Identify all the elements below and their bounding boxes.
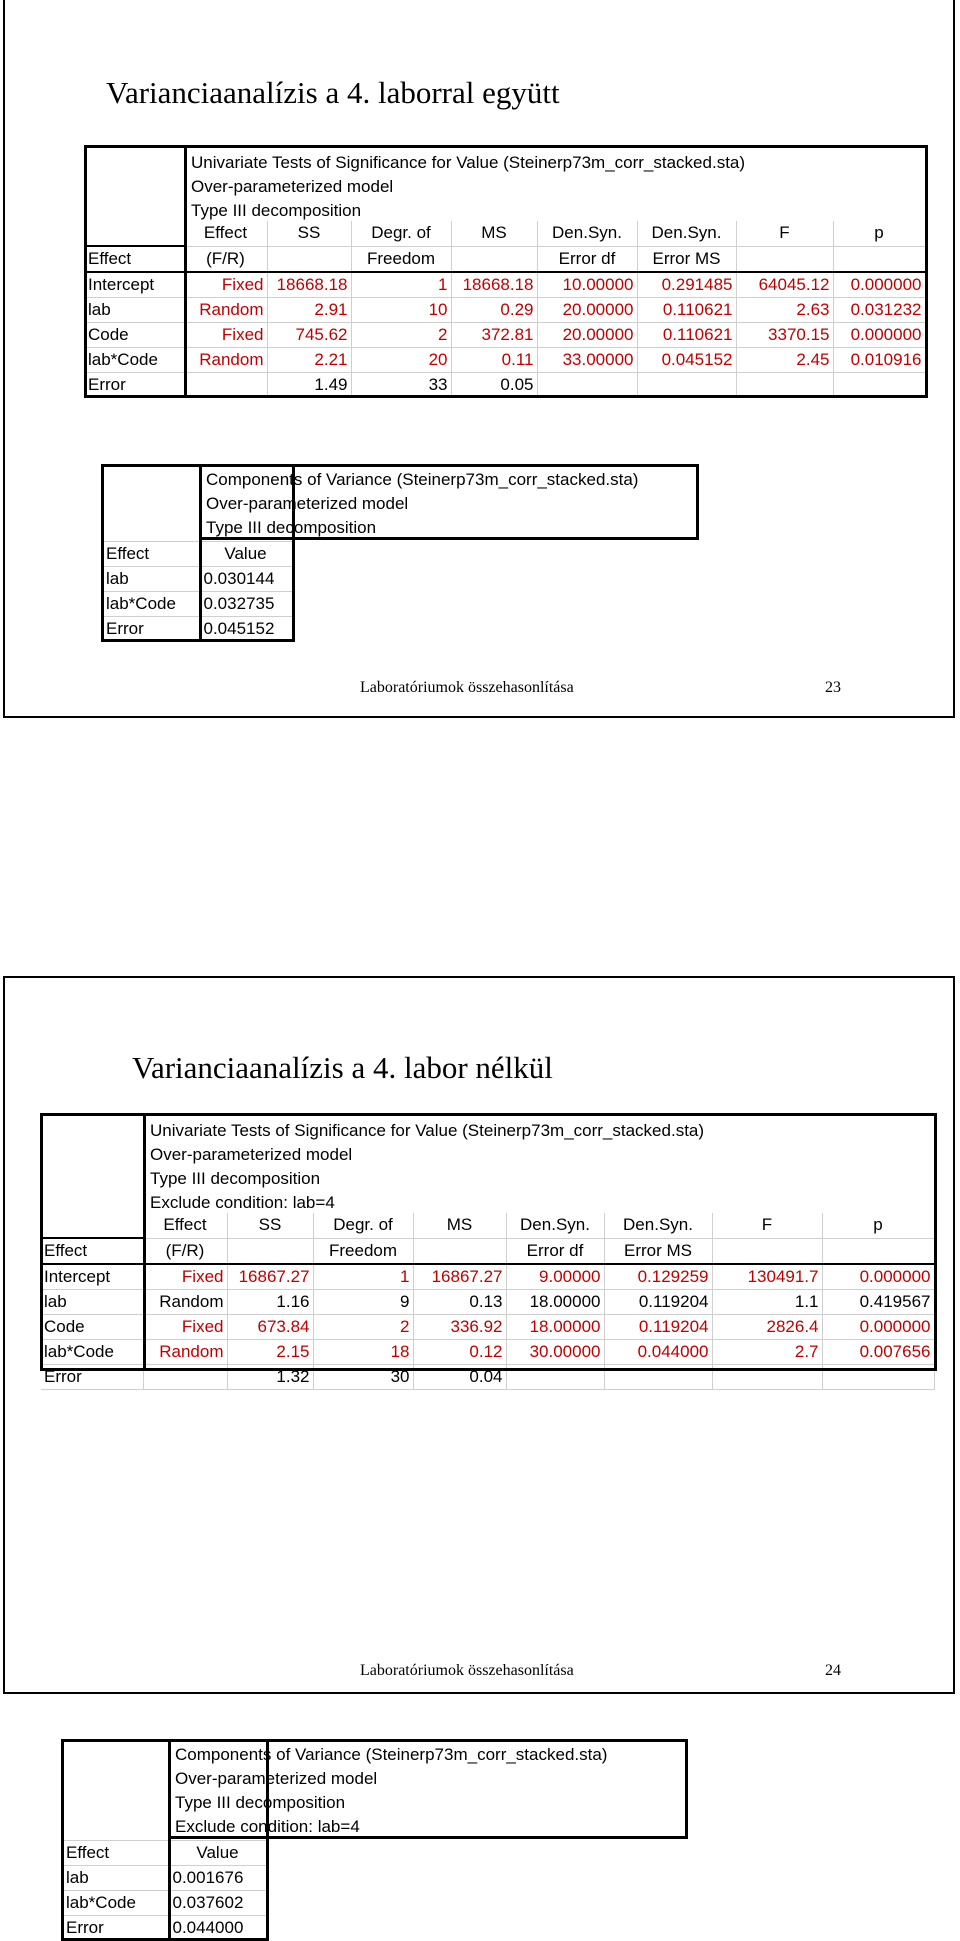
cell: 1 <box>313 1264 413 1290</box>
cell: 673.84 <box>227 1315 313 1340</box>
components-header-row <box>102 542 292 567</box>
cell: Fixed <box>143 1315 227 1340</box>
cell: 2 <box>313 1315 413 1340</box>
row-label: Error <box>85 373 184 398</box>
cell: 18.00000 <box>506 1290 604 1315</box>
cell: 0.119204 <box>604 1315 712 1340</box>
cell: 0.044000 <box>168 1916 267 1941</box>
cell: 10.00000 <box>537 272 637 298</box>
row-label: Error <box>102 617 199 642</box>
anova-header-line: Type III decomposition <box>191 201 362 220</box>
cell: 0.001676 <box>168 1866 267 1891</box>
row-label: lab <box>85 298 184 323</box>
table-row <box>85 348 925 373</box>
column-header: Den.Syn. <box>604 1213 712 1238</box>
column-header: Error MS <box>637 246 736 272</box>
cell: Random <box>143 1340 227 1365</box>
column-header: (F/R) <box>143 1238 227 1264</box>
slide-23 <box>3 0 955 718</box>
cell: 9 <box>313 1290 413 1315</box>
cell <box>537 373 637 398</box>
slide-footer: Laboratóriumok összehasonlítása <box>360 679 574 696</box>
cell: 20.00000 <box>537 298 637 323</box>
cell: 30 <box>313 1365 413 1390</box>
components-header-line: Components of Variance (Steinerp73m_corr_stacked.sta) <box>206 470 639 489</box>
cell: Fixed <box>143 1264 227 1290</box>
cell: 0.037602 <box>168 1891 267 1916</box>
column-header: Value <box>199 542 292 567</box>
cell: 64045.12 <box>736 272 833 298</box>
column-header: Freedom <box>351 246 451 272</box>
cell: 20 <box>351 348 451 373</box>
anova-header-row <box>41 1238 934 1264</box>
components-header-line: Over-parameterized model <box>175 1769 378 1788</box>
column-header: SS <box>227 1213 313 1238</box>
anova-table <box>41 1213 935 1390</box>
anova-header-row <box>85 221 925 246</box>
cell: 0.010916 <box>833 348 925 373</box>
cell: Fixed <box>184 323 267 348</box>
cell: 130491.7 <box>712 1264 822 1290</box>
cell: 0.12 <box>413 1340 506 1365</box>
anova-header-row <box>41 1213 934 1238</box>
cell: 0.045152 <box>199 617 292 642</box>
cell <box>822 1365 934 1390</box>
components-header-line: Type III decomposition <box>206 518 377 537</box>
row-label: Intercept <box>85 272 184 298</box>
column-header: Effect <box>62 1841 168 1866</box>
cell: 0.13 <box>413 1290 506 1315</box>
row-label: Intercept <box>41 1264 143 1290</box>
table-row <box>102 617 292 642</box>
cell: 1.1 <box>712 1290 822 1315</box>
table-row <box>62 1891 267 1916</box>
cell: 20.00000 <box>537 323 637 348</box>
cell <box>637 373 736 398</box>
anova-header-row <box>85 246 925 272</box>
cell: 2.7 <box>712 1340 822 1365</box>
components-header-line: Over-parameterized model <box>206 494 409 513</box>
column-header: (F/R) <box>184 246 267 272</box>
cell: 0.030144 <box>199 567 292 592</box>
cell: 1 <box>351 272 451 298</box>
cell: 372.81 <box>451 323 537 348</box>
anova-header-line: Over-parameterized model <box>150 1145 353 1164</box>
cell: 16867.27 <box>413 1264 506 1290</box>
cell: 33 <box>351 373 451 398</box>
anova-header-line: Univariate Tests of Significance for Value (Steinerp73m_corr_stacked.sta) <box>191 153 746 172</box>
table-row <box>85 373 925 398</box>
cell: 0.045152 <box>637 348 736 373</box>
column-header: Error df <box>506 1238 604 1264</box>
slide-24 <box>3 976 955 1937</box>
components-header-box <box>199 464 699 540</box>
cell: 1.49 <box>267 373 351 398</box>
cell: Random <box>184 298 267 323</box>
cell: 18 <box>313 1340 413 1365</box>
slide-footer: Laboratóriumok összehasonlítása <box>360 1662 574 1679</box>
cell: Fixed <box>184 272 267 298</box>
anova-table <box>85 221 926 398</box>
column-header: p <box>822 1213 934 1238</box>
cell: 30.00000 <box>506 1340 604 1365</box>
column-header: Effect <box>85 246 184 272</box>
row-label: lab <box>41 1290 143 1315</box>
row-label: lab <box>102 567 199 592</box>
cell: 0.291485 <box>637 272 736 298</box>
cell: 0.007656 <box>822 1340 934 1365</box>
components-header-row <box>62 1841 267 1866</box>
column-header: F <box>736 221 833 246</box>
table-row <box>62 1916 267 1941</box>
cell: 18.00000 <box>506 1315 604 1340</box>
table-row <box>102 592 292 617</box>
row-header-divider <box>168 1739 171 1941</box>
slide-title: Varianciaanalízis a 4. laborral együtt <box>106 75 560 110</box>
anova-header-line: Over-parameterized model <box>191 177 394 196</box>
cell: 10 <box>351 298 451 323</box>
column-header: Degr. of <box>351 221 451 246</box>
column-header: Den.Syn. <box>506 1213 604 1238</box>
cell: 0.000000 <box>833 323 925 348</box>
row-header-divider <box>199 464 202 642</box>
row-label: Error <box>62 1916 168 1941</box>
cell: 0.000000 <box>833 272 925 298</box>
column-header: Effect <box>102 542 199 567</box>
cell: 33.00000 <box>537 348 637 373</box>
cell: 0.119204 <box>604 1290 712 1315</box>
column-header: SS <box>267 221 351 246</box>
column-header: Degr. of <box>313 1213 413 1238</box>
cell: 2.21 <box>267 348 351 373</box>
anova-header-line: Type III decomposition <box>150 1169 321 1188</box>
row-label: Error <box>41 1365 143 1390</box>
cell: 0.031232 <box>833 298 925 323</box>
table-row <box>41 1365 934 1390</box>
components-table <box>102 541 293 642</box>
cell: 18668.18 <box>451 272 537 298</box>
page-number: 23 <box>825 679 841 696</box>
row-label: Code <box>41 1315 143 1340</box>
cell: 0.04 <box>413 1365 506 1390</box>
column-header: Effect <box>143 1213 227 1238</box>
cell: 745.62 <box>267 323 351 348</box>
cell <box>506 1365 604 1390</box>
cell: 1.16 <box>227 1290 313 1315</box>
cell: 0.000000 <box>822 1264 934 1290</box>
cell: 0.032735 <box>199 592 292 617</box>
cell: Random <box>143 1290 227 1315</box>
cell: 0.000000 <box>822 1315 934 1340</box>
row-label: lab*Code <box>62 1891 168 1916</box>
column-header: Value <box>168 1841 267 1866</box>
table-row <box>85 323 925 348</box>
components-header-line: Components of Variance (Steinerp73m_corr_stacked.sta) <box>175 1745 608 1764</box>
table-row <box>41 1315 934 1340</box>
cell <box>736 373 833 398</box>
cell: 18668.18 <box>267 272 351 298</box>
components-header-line: Type III decomposition <box>175 1793 346 1812</box>
column-header: Effect <box>41 1238 143 1264</box>
row-label: lab*Code <box>85 348 184 373</box>
cell <box>712 1365 822 1390</box>
cell: 9.00000 <box>506 1264 604 1290</box>
cell <box>184 373 267 398</box>
column-header: Den.Syn. <box>637 221 736 246</box>
components-table <box>62 1840 268 1941</box>
cell: 2.45 <box>736 348 833 373</box>
page-number: 24 <box>825 1662 841 1679</box>
cell: 2.91 <box>267 298 351 323</box>
cell: 2.15 <box>227 1340 313 1365</box>
row-label: lab <box>62 1866 168 1891</box>
row-label: lab*Code <box>102 592 199 617</box>
cell: 0.05 <box>451 373 537 398</box>
row-header-divider <box>143 1113 146 1371</box>
table-row <box>41 1264 934 1290</box>
slide-title: Varianciaanalízis a 4. labor nélkül <box>132 1050 553 1085</box>
column-header: F <box>712 1213 822 1238</box>
table-row <box>102 567 292 592</box>
cell: 2 <box>351 323 451 348</box>
cell: 0.110621 <box>637 323 736 348</box>
table-row <box>85 298 925 323</box>
row-label: Code <box>85 323 184 348</box>
components-header-line: Exclude condition: lab=4 <box>175 1817 360 1836</box>
row-label: lab*Code <box>41 1340 143 1365</box>
cell: 3370.15 <box>736 323 833 348</box>
cell: 2826.4 <box>712 1315 822 1340</box>
components-header-box <box>168 1739 688 1839</box>
cell: 2.63 <box>736 298 833 323</box>
cell <box>604 1365 712 1390</box>
table-row <box>62 1866 267 1891</box>
cell: 0.129259 <box>604 1264 712 1290</box>
column-header: Error df <box>537 246 637 272</box>
column-header: Den.Syn. <box>537 221 637 246</box>
row-header-divider <box>184 145 187 398</box>
column-header: MS <box>451 221 537 246</box>
column-header: Effect <box>184 221 267 246</box>
column-header: MS <box>413 1213 506 1238</box>
cell: 0.29 <box>451 298 537 323</box>
cell: 0.11 <box>451 348 537 373</box>
column-header: Freedom <box>313 1238 413 1264</box>
column-header: p <box>833 221 925 246</box>
cell: 16867.27 <box>227 1264 313 1290</box>
cell: Random <box>184 348 267 373</box>
cell: 0.419567 <box>822 1290 934 1315</box>
cell <box>833 373 925 398</box>
column-header: Error MS <box>604 1238 712 1264</box>
cell <box>143 1365 227 1390</box>
table-row <box>85 272 925 298</box>
cell: 0.110621 <box>637 298 736 323</box>
table-row <box>41 1290 934 1315</box>
anova-header-line: Exclude condition: lab=4 <box>150 1193 335 1212</box>
cell: 336.92 <box>413 1315 506 1340</box>
cell: 1.32 <box>227 1365 313 1390</box>
cell: 0.044000 <box>604 1340 712 1365</box>
anova-header-line: Univariate Tests of Significance for Value (Steinerp73m_corr_stacked.sta) <box>150 1121 705 1140</box>
table-row <box>41 1340 934 1365</box>
